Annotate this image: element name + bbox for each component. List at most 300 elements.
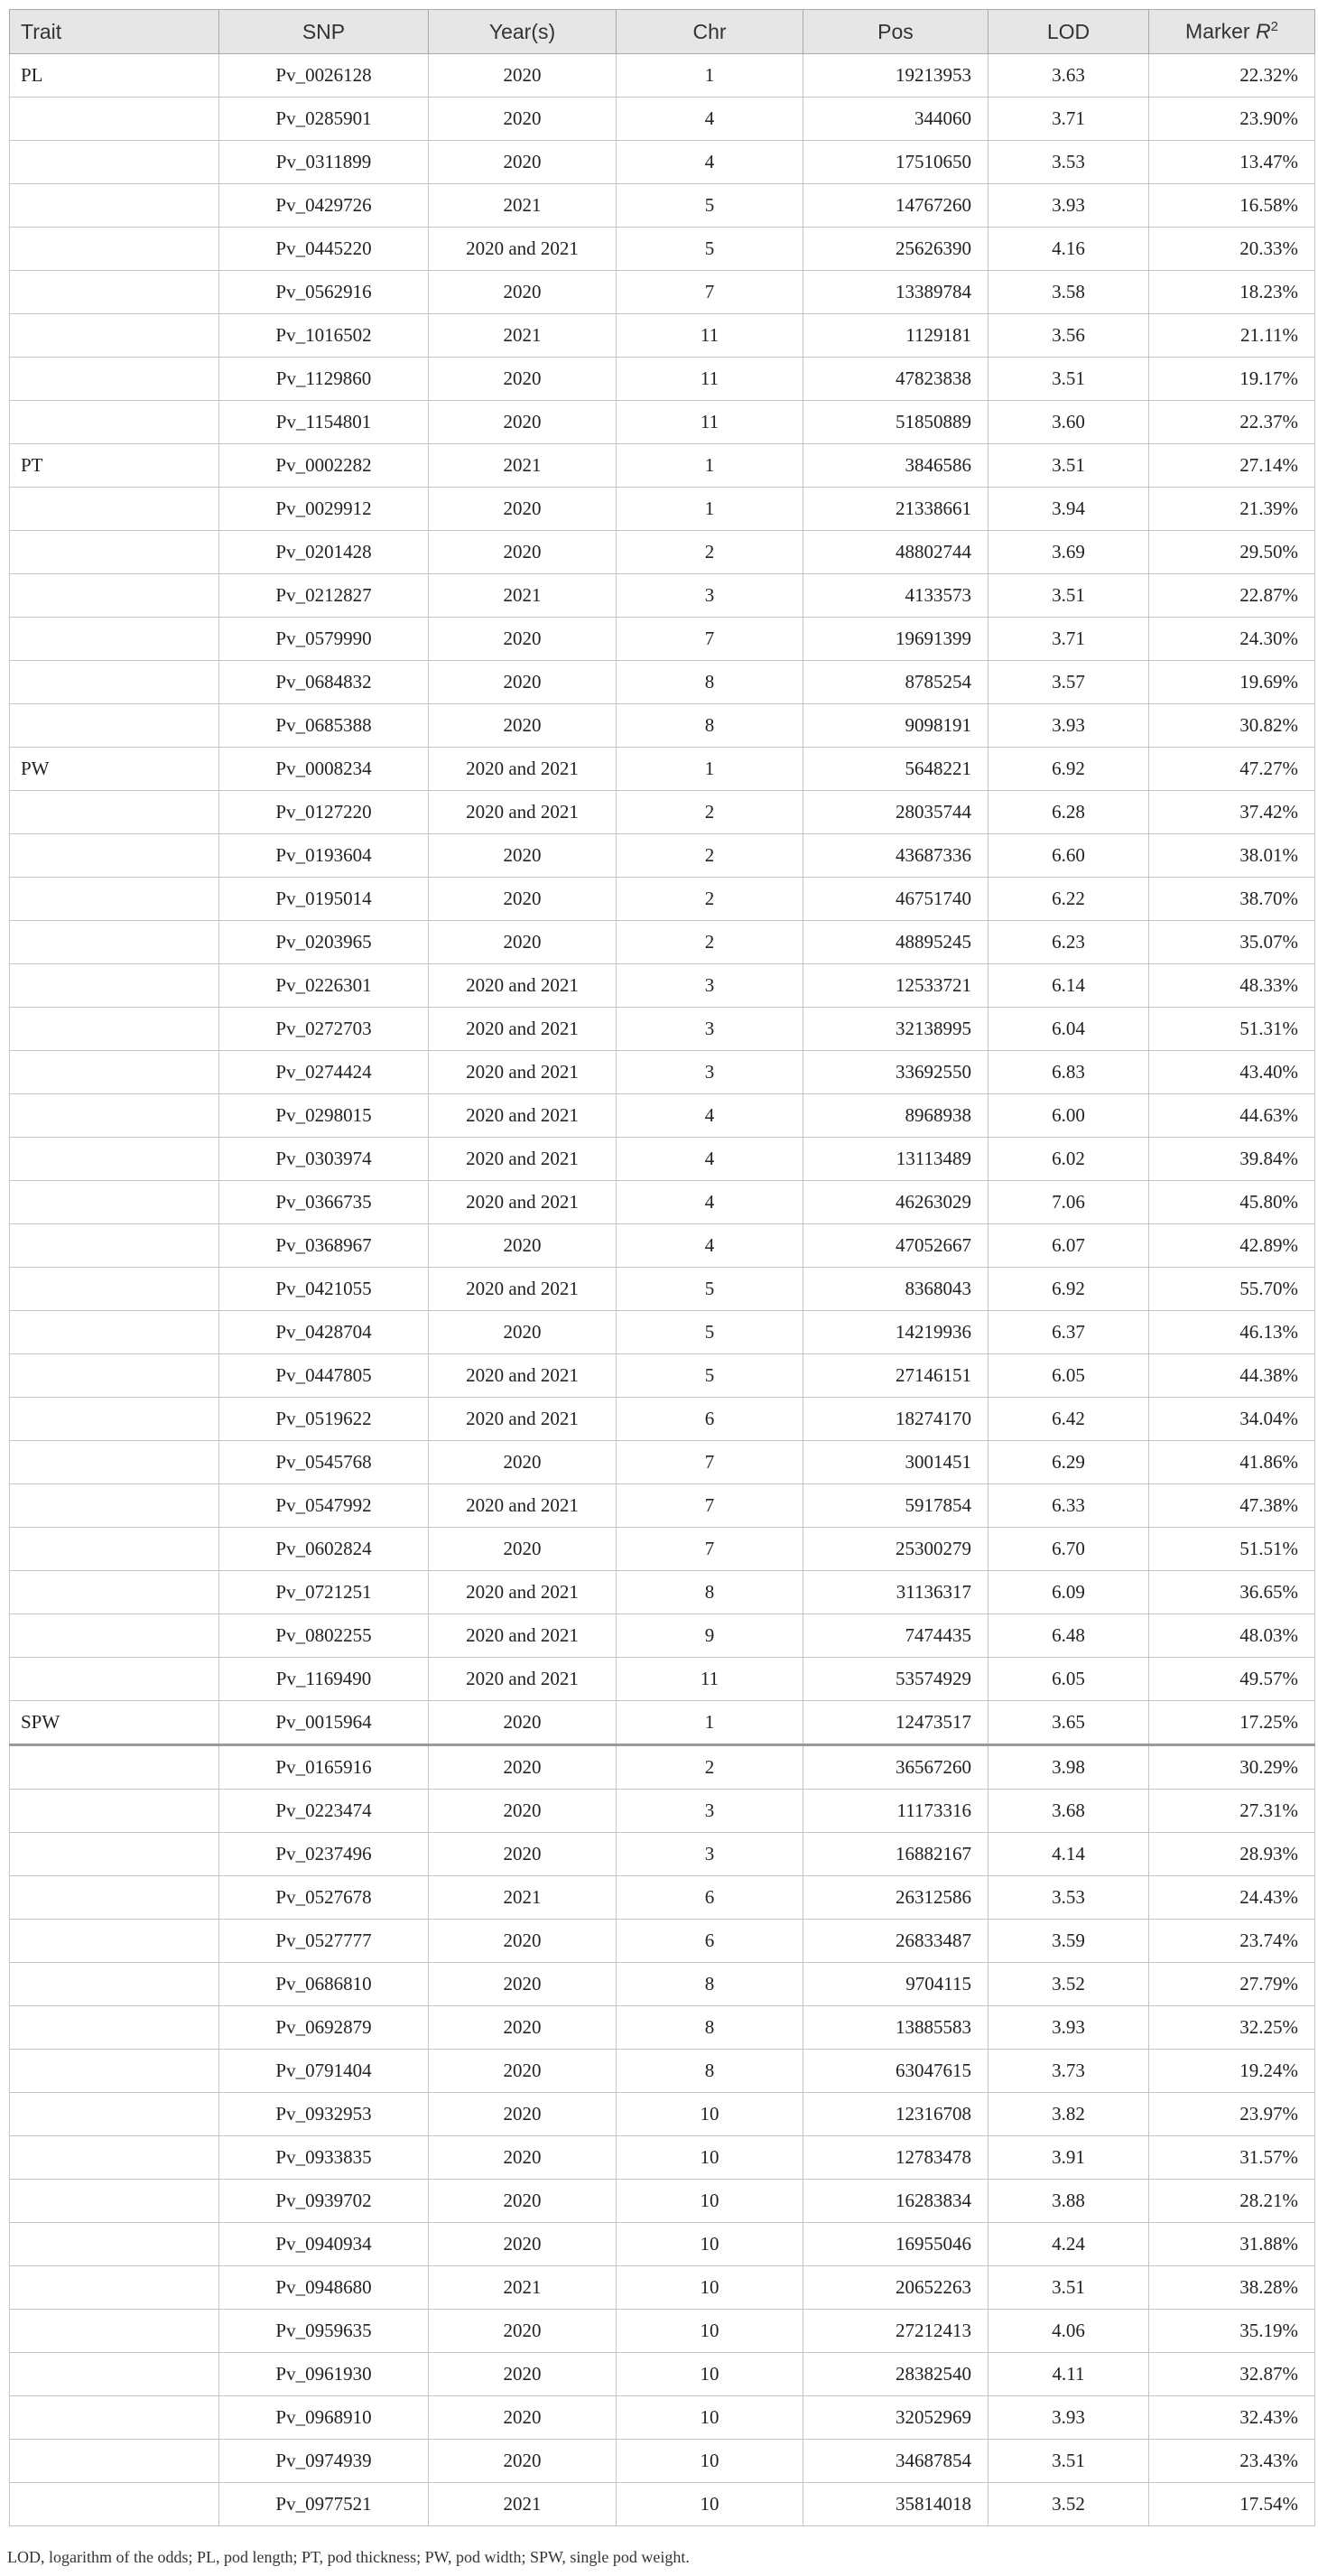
cell-snp: Pv_1169490 xyxy=(219,1658,429,1701)
cell-chr: 2 xyxy=(617,1745,803,1790)
cell-chr: 9 xyxy=(617,1614,803,1658)
cell-chr: 1 xyxy=(617,444,803,488)
cell-marker-r2: 20.33% xyxy=(1149,228,1315,271)
cell-chr: 2 xyxy=(617,878,803,921)
cell-lod: 6.22 xyxy=(988,878,1149,921)
cell-trait: PL xyxy=(10,54,219,98)
cell-years: 2020 xyxy=(429,618,617,661)
cell-marker-r2: 48.03% xyxy=(1149,1614,1315,1658)
cell-lod: 3.93 xyxy=(988,704,1149,748)
cell-marker-r2: 35.19% xyxy=(1149,2310,1315,2353)
table-row xyxy=(10,1441,1315,1484)
table-body xyxy=(10,54,1315,2526)
cell-snp: Pv_0311899 xyxy=(219,141,429,184)
cell-trait xyxy=(10,271,219,314)
cell-snp: Pv_0226301 xyxy=(219,964,429,1008)
table-row xyxy=(10,921,1315,964)
cell-pos: 19213953 xyxy=(803,54,988,98)
cell-pos: 28035744 xyxy=(803,791,988,834)
cell-marker-r2: 18.23% xyxy=(1149,271,1315,314)
cell-marker-r2: 32.25% xyxy=(1149,2006,1315,2050)
cell-marker-r2: 38.01% xyxy=(1149,834,1315,878)
cell-marker-r2: 28.93% xyxy=(1149,1833,1315,1876)
cell-chr: 3 xyxy=(617,1008,803,1051)
cell-snp: Pv_0602824 xyxy=(219,1528,429,1571)
cell-lod: 3.51 xyxy=(988,444,1149,488)
cell-trait xyxy=(10,834,219,878)
cell-lod: 3.71 xyxy=(988,98,1149,141)
cell-years: 2020 and 2021 xyxy=(429,1484,617,1528)
table-row xyxy=(10,1398,1315,1441)
cell-snp: Pv_0015964 xyxy=(219,1701,429,1745)
cell-years: 2020 xyxy=(429,2353,617,2396)
cell-lod: 3.68 xyxy=(988,1790,1149,1833)
cell-snp: Pv_0545768 xyxy=(219,1441,429,1484)
cell-pos: 13389784 xyxy=(803,271,988,314)
table-row xyxy=(10,1745,1315,1790)
cell-pos: 16882167 xyxy=(803,1833,988,1876)
table-row xyxy=(10,1008,1315,1051)
cell-marker-r2: 47.38% xyxy=(1149,1484,1315,1528)
cell-trait xyxy=(10,1138,219,1181)
cell-pos: 21338661 xyxy=(803,488,988,531)
cell-trait xyxy=(10,2266,219,2310)
cell-years: 2020 xyxy=(429,271,617,314)
cell-pos: 28382540 xyxy=(803,2353,988,2396)
cell-lod: 6.05 xyxy=(988,1658,1149,1701)
table-row xyxy=(10,2266,1315,2310)
cell-snp: Pv_0686810 xyxy=(219,1963,429,2006)
cell-pos: 13113489 xyxy=(803,1138,988,1181)
cell-pos: 19691399 xyxy=(803,618,988,661)
cell-years: 2020 xyxy=(429,878,617,921)
cell-chr: 3 xyxy=(617,1790,803,1833)
header-r-symbol: R xyxy=(1255,19,1271,43)
cell-years: 2020 and 2021 xyxy=(429,1138,617,1181)
cell-snp: Pv_0684832 xyxy=(219,661,429,704)
cell-lod: 3.51 xyxy=(988,574,1149,618)
cell-lod: 3.59 xyxy=(988,1920,1149,1963)
cell-chr: 7 xyxy=(617,1528,803,1571)
cell-snp: Pv_0974939 xyxy=(219,2440,429,2483)
cell-lod: 3.73 xyxy=(988,2050,1149,2093)
cell-marker-r2: 22.37% xyxy=(1149,401,1315,444)
cell-chr: 6 xyxy=(617,1920,803,1963)
cell-chr: 8 xyxy=(617,2050,803,2093)
cell-chr: 2 xyxy=(617,791,803,834)
cell-pos: 18274170 xyxy=(803,1398,988,1441)
cell-lod: 4.14 xyxy=(988,1833,1149,1876)
cell-chr: 5 xyxy=(617,1311,803,1354)
cell-pos: 16283834 xyxy=(803,2180,988,2223)
table-row xyxy=(10,2310,1315,2353)
cell-snp: Pv_0445220 xyxy=(219,228,429,271)
cell-years: 2020 xyxy=(429,2310,617,2353)
cell-years: 2020 xyxy=(429,1224,617,1268)
cell-marker-r2: 31.88% xyxy=(1149,2223,1315,2266)
cell-marker-r2: 35.07% xyxy=(1149,921,1315,964)
cell-lod: 6.07 xyxy=(988,1224,1149,1268)
cell-lod: 6.29 xyxy=(988,1441,1149,1484)
cell-trait xyxy=(10,184,219,228)
cell-chr: 4 xyxy=(617,1181,803,1224)
cell-trait xyxy=(10,1268,219,1311)
cell-marker-r2: 21.11% xyxy=(1149,314,1315,358)
cell-trait xyxy=(10,531,219,574)
cell-chr: 10 xyxy=(617,2396,803,2440)
cell-marker-r2: 27.79% xyxy=(1149,1963,1315,2006)
cell-trait xyxy=(10,401,219,444)
cell-pos: 17510650 xyxy=(803,141,988,184)
table-row xyxy=(10,2136,1315,2180)
header-pos: Pos xyxy=(803,10,988,54)
cell-marker-r2: 31.57% xyxy=(1149,2136,1315,2180)
cell-snp: Pv_0203965 xyxy=(219,921,429,964)
cell-lod: 3.93 xyxy=(988,2396,1149,2440)
cell-years: 2020 xyxy=(429,1833,617,1876)
cell-lod: 6.14 xyxy=(988,964,1149,1008)
cell-chr: 10 xyxy=(617,2483,803,2526)
cell-chr: 8 xyxy=(617,661,803,704)
cell-pos: 4133573 xyxy=(803,574,988,618)
cell-lod: 3.56 xyxy=(988,314,1149,358)
table-row xyxy=(10,271,1315,314)
cell-pos: 27212413 xyxy=(803,2310,988,2353)
cell-marker-r2: 17.25% xyxy=(1149,1701,1315,1745)
cell-trait xyxy=(10,1614,219,1658)
cell-lod: 4.06 xyxy=(988,2310,1149,2353)
cell-snp: Pv_0547992 xyxy=(219,1484,429,1528)
cell-years: 2020 xyxy=(429,2440,617,2483)
cell-pos: 51850889 xyxy=(803,401,988,444)
table-row xyxy=(10,791,1315,834)
cell-years: 2020 and 2021 xyxy=(429,1181,617,1224)
cell-chr: 11 xyxy=(617,1658,803,1701)
cell-chr: 5 xyxy=(617,1354,803,1398)
cell-marker-r2: 22.87% xyxy=(1149,574,1315,618)
cell-marker-r2: 16.58% xyxy=(1149,184,1315,228)
cell-marker-r2: 51.51% xyxy=(1149,1528,1315,1571)
cell-marker-r2: 27.31% xyxy=(1149,1790,1315,1833)
cell-lod: 6.28 xyxy=(988,791,1149,834)
table-footnote: LOD, logarithm of the odds; PL, pod length; PT, pod thickness; PW, pod width; SPW, single pod weight. xyxy=(7,2548,690,2566)
table-row xyxy=(10,1311,1315,1354)
table-row xyxy=(10,1571,1315,1614)
cell-marker-r2: 47.27% xyxy=(1149,748,1315,791)
cell-lod: 3.52 xyxy=(988,2483,1149,2526)
cell-snp: Pv_0519622 xyxy=(219,1398,429,1441)
cell-pos: 12473517 xyxy=(803,1701,988,1745)
cell-lod: 6.48 xyxy=(988,1614,1149,1658)
table-row xyxy=(10,964,1315,1008)
table-row xyxy=(10,878,1315,921)
cell-marker-r2: 45.80% xyxy=(1149,1181,1315,1224)
cell-pos: 8785254 xyxy=(803,661,988,704)
cell-pos: 46263029 xyxy=(803,1181,988,1224)
cell-years: 2021 xyxy=(429,2266,617,2310)
table-row xyxy=(10,2006,1315,2050)
cell-marker-r2: 23.43% xyxy=(1149,2440,1315,2483)
cell-lod: 3.51 xyxy=(988,2440,1149,2483)
table-row xyxy=(10,1963,1315,2006)
cell-years: 2020 xyxy=(429,2180,617,2223)
cell-years: 2020 xyxy=(429,921,617,964)
cell-years: 2020 xyxy=(429,1441,617,1484)
cell-trait xyxy=(10,2483,219,2526)
cell-years: 2021 xyxy=(429,444,617,488)
cell-marker-r2: 23.74% xyxy=(1149,1920,1315,1963)
cell-marker-r2: 55.70% xyxy=(1149,1268,1315,1311)
cell-years: 2021 xyxy=(429,574,617,618)
cell-lod: 3.71 xyxy=(988,618,1149,661)
cell-lod: 6.42 xyxy=(988,1398,1149,1441)
cell-lod: 3.93 xyxy=(988,2006,1149,2050)
cell-trait xyxy=(10,1790,219,1833)
cell-trait xyxy=(10,2180,219,2223)
cell-lod: 6.09 xyxy=(988,1571,1149,1614)
cell-snp: Pv_0968910 xyxy=(219,2396,429,2440)
cell-marker-r2: 37.42% xyxy=(1149,791,1315,834)
header-r-exponent: 2 xyxy=(1270,19,1278,35)
cell-snp: Pv_0008234 xyxy=(219,748,429,791)
cell-pos: 20652263 xyxy=(803,2266,988,2310)
cell-marker-r2: 38.28% xyxy=(1149,2266,1315,2310)
cell-snp: Pv_0692879 xyxy=(219,2006,429,2050)
cell-marker-r2: 34.04% xyxy=(1149,1398,1315,1441)
cell-lod: 3.51 xyxy=(988,2266,1149,2310)
cell-snp: Pv_0447805 xyxy=(219,1354,429,1398)
cell-pos: 11173316 xyxy=(803,1790,988,1833)
cell-pos: 344060 xyxy=(803,98,988,141)
cell-pos: 14219936 xyxy=(803,1311,988,1354)
cell-trait: PT xyxy=(10,444,219,488)
cell-pos: 35814018 xyxy=(803,2483,988,2526)
table-row xyxy=(10,1528,1315,1571)
cell-trait xyxy=(10,488,219,531)
cell-marker-r2: 23.90% xyxy=(1149,98,1315,141)
cell-snp: Pv_0029912 xyxy=(219,488,429,531)
cell-trait xyxy=(10,1181,219,1224)
cell-pos: 13885583 xyxy=(803,2006,988,2050)
cell-years: 2020 xyxy=(429,2396,617,2440)
cell-years: 2020 xyxy=(429,1790,617,1833)
cell-pos: 27146151 xyxy=(803,1354,988,1398)
cell-pos: 53574929 xyxy=(803,1658,988,1701)
cell-marker-r2: 46.13% xyxy=(1149,1311,1315,1354)
cell-years: 2020 and 2021 xyxy=(429,228,617,271)
cell-snp: Pv_0223474 xyxy=(219,1790,429,1833)
cell-snp: Pv_0791404 xyxy=(219,2050,429,2093)
cell-lod: 3.60 xyxy=(988,401,1149,444)
table-row xyxy=(10,574,1315,618)
cell-years: 2020 xyxy=(429,1963,617,2006)
cell-chr: 7 xyxy=(617,1484,803,1528)
cell-years: 2020 xyxy=(429,1528,617,1571)
table-row xyxy=(10,488,1315,531)
cell-years: 2020 xyxy=(429,2006,617,2050)
cell-snp: Pv_0977521 xyxy=(219,2483,429,2526)
table-row xyxy=(10,618,1315,661)
cell-chr: 8 xyxy=(617,1571,803,1614)
cell-snp: Pv_0285901 xyxy=(219,98,429,141)
cell-snp: Pv_0721251 xyxy=(219,1571,429,1614)
cell-chr: 10 xyxy=(617,2353,803,2396)
table-row xyxy=(10,748,1315,791)
cell-trait xyxy=(10,964,219,1008)
cell-years: 2020 xyxy=(429,1311,617,1354)
cell-snp: Pv_0212827 xyxy=(219,574,429,618)
cell-chr: 10 xyxy=(617,2310,803,2353)
cell-snp: Pv_0201428 xyxy=(219,531,429,574)
cell-trait xyxy=(10,1094,219,1138)
cell-snp: Pv_0002282 xyxy=(219,444,429,488)
cell-chr: 3 xyxy=(617,1833,803,1876)
cell-lod: 3.69 xyxy=(988,531,1149,574)
cell-chr: 10 xyxy=(617,2223,803,2266)
cell-marker-r2: 48.33% xyxy=(1149,964,1315,1008)
cell-marker-r2: 19.17% xyxy=(1149,358,1315,401)
cell-lod: 3.52 xyxy=(988,1963,1149,2006)
cell-lod: 4.16 xyxy=(988,228,1149,271)
cell-pos: 47052667 xyxy=(803,1224,988,1268)
cell-chr: 10 xyxy=(617,2180,803,2223)
cell-marker-r2: 36.65% xyxy=(1149,1571,1315,1614)
cell-years: 2020 xyxy=(429,2136,617,2180)
cell-chr: 7 xyxy=(617,1441,803,1484)
cell-pos: 5648221 xyxy=(803,748,988,791)
cell-snp: Pv_0272703 xyxy=(219,1008,429,1051)
cell-snp: Pv_0940934 xyxy=(219,2223,429,2266)
cell-chr: 10 xyxy=(617,2136,803,2180)
cell-snp: Pv_0562916 xyxy=(219,271,429,314)
cell-snp: Pv_0127220 xyxy=(219,791,429,834)
cell-lod: 6.37 xyxy=(988,1311,1149,1354)
cell-pos: 5917854 xyxy=(803,1484,988,1528)
cell-chr: 4 xyxy=(617,1138,803,1181)
cell-years: 2020 xyxy=(429,488,617,531)
table-row xyxy=(10,1268,1315,1311)
cell-snp: Pv_0026128 xyxy=(219,54,429,98)
cell-lod: 3.51 xyxy=(988,358,1149,401)
cell-trait xyxy=(10,1008,219,1051)
header-marker-r2 xyxy=(1149,10,1315,54)
cell-snp: Pv_0303974 xyxy=(219,1138,429,1181)
cell-trait xyxy=(10,1441,219,1484)
cell-lod: 3.58 xyxy=(988,271,1149,314)
cell-marker-r2: 19.69% xyxy=(1149,661,1315,704)
cell-lod: 3.93 xyxy=(988,184,1149,228)
cell-pos: 26312586 xyxy=(803,1876,988,1920)
cell-chr: 10 xyxy=(617,2093,803,2136)
cell-trait xyxy=(10,1876,219,1920)
cell-marker-r2: 23.97% xyxy=(1149,2093,1315,2136)
cell-chr: 6 xyxy=(617,1398,803,1441)
cell-years: 2020 xyxy=(429,141,617,184)
cell-marker-r2: 17.54% xyxy=(1149,2483,1315,2526)
table-row xyxy=(10,444,1315,488)
header-lod: LOD xyxy=(988,10,1149,54)
table-row xyxy=(10,2093,1315,2136)
cell-pos: 3846586 xyxy=(803,444,988,488)
cell-lod: 3.57 xyxy=(988,661,1149,704)
cell-chr: 10 xyxy=(617,2266,803,2310)
cell-lod: 3.63 xyxy=(988,54,1149,98)
cell-trait xyxy=(10,2136,219,2180)
table-row xyxy=(10,2353,1315,2396)
cell-snp: Pv_0802255 xyxy=(219,1614,429,1658)
cell-lod: 3.98 xyxy=(988,1745,1149,1790)
cell-snp: Pv_0274424 xyxy=(219,1051,429,1094)
cell-snp: Pv_0932953 xyxy=(219,2093,429,2136)
table-row xyxy=(10,661,1315,704)
cell-trait xyxy=(10,1571,219,1614)
header-snp: SNP xyxy=(219,10,429,54)
cell-years: 2020 xyxy=(429,834,617,878)
cell-marker-r2: 44.38% xyxy=(1149,1354,1315,1398)
cell-chr: 2 xyxy=(617,834,803,878)
cell-chr: 11 xyxy=(617,314,803,358)
cell-chr: 8 xyxy=(617,704,803,748)
cell-snp: Pv_1129860 xyxy=(219,358,429,401)
cell-pos: 48802744 xyxy=(803,531,988,574)
cell-marker-r2: 24.43% xyxy=(1149,1876,1315,1920)
cell-pos: 46751740 xyxy=(803,878,988,921)
cell-years: 2021 xyxy=(429,2483,617,2526)
cell-marker-r2: 28.21% xyxy=(1149,2180,1315,2223)
table-row xyxy=(10,98,1315,141)
cell-pos: 12533721 xyxy=(803,964,988,1008)
table-row xyxy=(10,1094,1315,1138)
cell-lod: 6.70 xyxy=(988,1528,1149,1571)
table-row xyxy=(10,834,1315,878)
cell-years: 2020 xyxy=(429,661,617,704)
cell-years: 2020 and 2021 xyxy=(429,1614,617,1658)
cell-chr: 5 xyxy=(617,1268,803,1311)
cell-trait: PW xyxy=(10,748,219,791)
cell-trait xyxy=(10,704,219,748)
cell-years: 2020 xyxy=(429,358,617,401)
cell-trait xyxy=(10,2093,219,2136)
cell-pos: 8368043 xyxy=(803,1268,988,1311)
table-row xyxy=(10,1181,1315,1224)
cell-years: 2020 xyxy=(429,98,617,141)
cell-pos: 32138995 xyxy=(803,1008,988,1051)
cell-pos: 7474435 xyxy=(803,1614,988,1658)
cell-chr: 1 xyxy=(617,748,803,791)
cell-trait xyxy=(10,2310,219,2353)
cell-lod: 3.88 xyxy=(988,2180,1149,2223)
cell-marker-r2: 43.40% xyxy=(1149,1051,1315,1094)
cell-lod: 3.91 xyxy=(988,2136,1149,2180)
cell-chr: 1 xyxy=(617,488,803,531)
cell-years: 2020 xyxy=(429,1745,617,1790)
cell-lod: 6.92 xyxy=(988,1268,1149,1311)
table-row xyxy=(10,1876,1315,1920)
cell-pos: 9098191 xyxy=(803,704,988,748)
cell-years: 2020 and 2021 xyxy=(429,1658,617,1701)
cell-pos: 48895245 xyxy=(803,921,988,964)
cell-trait xyxy=(10,878,219,921)
cell-chr: 1 xyxy=(617,1701,803,1745)
cell-lod: 6.23 xyxy=(988,921,1149,964)
cell-pos: 43687336 xyxy=(803,834,988,878)
cell-snp: Pv_0685388 xyxy=(219,704,429,748)
table-row xyxy=(10,401,1315,444)
cell-snp: Pv_0366735 xyxy=(219,1181,429,1224)
cell-years: 2020 and 2021 xyxy=(429,1008,617,1051)
cell-trait xyxy=(10,2006,219,2050)
cell-trait xyxy=(10,1658,219,1701)
